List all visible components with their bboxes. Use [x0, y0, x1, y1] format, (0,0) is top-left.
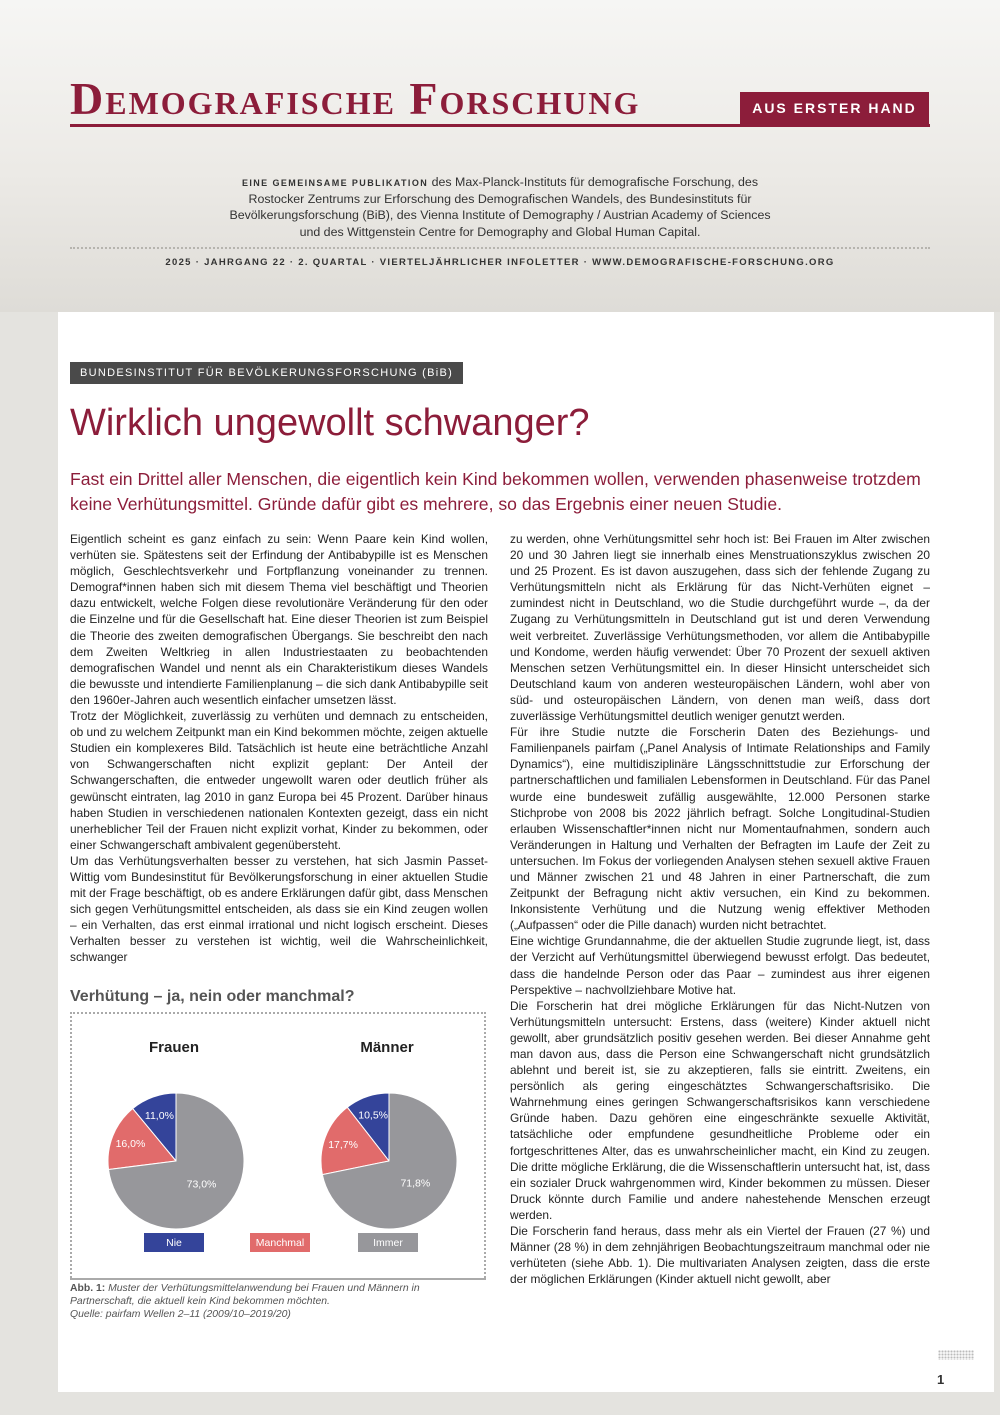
paragraph: Die Forscherin hat drei mögliche Erklärungen für das Nicht-Nutzen von Verhütungsmitteln untersucht: Erstens, dass (weitere) Kinder aktuell nicht gewollt, aber grundsätzlich positiv gesehen werden. Bei dieser Annahme geht man davon aus, dass die Person eine Schwangerschaft nicht grundsätzlich ablehnt und bereit ist, sie zu akzeptieren, falls sie eintritt. Zweitens, ein persönlich als gering eingeschätztes Schwangerschaftsrisiko. Die Wahrnehmung eines geringen Schwangerschaftsrisikos kann verschiedene Gründe haben. Dazu gehören eine eingeschränkte sexuelle Aktivität, tatsächliche oder empfundene gesundheitliche Probleme oder ein fortgeschrittenes Alter, das es unwahrscheinlicher macht, ein Kind zu zeugen. Die dritte mögliche Erklärung, die die Wissenschaftlerin untersucht hat, ist, dass ein sozialer Druck wahrgenommen wird, Kinder bekommen zu müssen. Dieser Druck könnte durch Familie und andere nahestehende Menschen erzeugt werden. — [510, 998, 930, 1222]
figure-bottom-rule — [70, 1278, 486, 1280]
pie-label-manchmal: 16,0% — [115, 1137, 146, 1150]
pie-title-maenner: Männer — [360, 1039, 414, 1056]
paragraph: Eigentlich scheint es ganz einfach zu sein: Wenn Paare kein Kind wollen, verhüten sie. Spätestens seit der Erfindung der Antibabypille ist es Menschen möglich, Geschlechtsverkehr und Fortpflanzung voneinander zu trennen. Demograf*innen haben sich mit diesem Thema viel beschäftigt und Theorien dazu entwickelt, welche Folgen diese revolutionäre Veränderung für den oder die Einzelne und für die Gesellschaft hat. Eine dieser Theorien ist zum Beispiel die Theorie des zweiten demografischen Übergangs. Sie beschreibt den nach dem Zweiten Weltkrieg in allen Industriestaaten zu beobachtenden demografischen Wandel und nennt als ein Charakteristikum dieses Wandels die bewusste und intendierte Familienplanung – die sich dank Antibabypille seit den 1960er-Jahren auch wesentlich einfacher umsetzen lässt. — [70, 532, 488, 707]
figure-title: Verhütung – ja, nein oder manchmal? — [70, 988, 355, 1005]
legend-nie: Nie — [144, 1233, 204, 1252]
pie-frauen — [108, 1093, 244, 1229]
paragraph: Die Forscherin fand heraus, dass mehr als ein Viertel der Frauen (27 %) und Männer (28 %) in dem zehnjährigen Beobachtungszeitraum manchmal oder nie verhüteten (siehe Abb. 1). Die multivariaten Analysen zeigten, dass die erste der möglichen Erklärungen (Kinder aktuell nicht gewollt, aber — [510, 1224, 930, 1287]
legend-immer: Immer — [358, 1233, 418, 1252]
article-column-right — [510, 531, 930, 1287]
paragraph: zu werden, ohne Verhütungsmittel sehr hoch ist: Bei Frauen im Alter zwischen 20 und 30 Jahren liegt sie innerhalb eines Menstruationszyklus zwischen 20 und 25 Prozent. Es ist davon auszugehen, dass sich der fehlende Zugang zu Verhütungsmitteln nicht als Erklärung für das Nicht-Verhüten eignet – zumindest nicht in Deutschland, wo die Studie durchgeführt wurde –, da der Zugang zu Verhütungsmitteln in Deutschland gut ist und deren Verwendung weit verbreitet. Zuverlässige Verhütungsmethoden, vor allem die Antibabypille und Kondome, werden häufig verwendet: Über 70 Prozent der sexuell aktiven Menschen setzen Verhütungsmittel ein. In dieser Hinsicht unterscheidet sich Deutschland kaum von anderen westeuropäischen Ländern, wohl aber von süd- und osteuropäischen Ländern, von denen man weiß, dass dort zuverlässige Verhütungsmittel deutlich weniger genutzt werden. — [510, 532, 930, 724]
masthead-divider — [70, 247, 930, 249]
caption-source: Quelle: pairfam Wellen 2–11 (2009/10–2019/20) — [70, 1309, 291, 1320]
caption-text: Muster der Verhütungsmittelanwendung bei Frauen und Männern in Partnerschaft, die aktuell kein Kind bekommen möchten. — [70, 1283, 420, 1307]
page-number: 1 — [937, 1372, 945, 1387]
issue-line: 2025 · JAHRGANG 22 · 2. QUARTAL · VIERTELJÄHRLICHER INFOLETTER · WWW.DEMOGRAFISCHE-FORSCHUNG.ORG — [165, 257, 835, 268]
article-column-left — [70, 531, 488, 966]
paragraph: Trotz der Möglichkeit, zuverlässig zu verhüten und demnach zu entscheiden, ob und zu welchem Zeitpunkt man ein Kind bekommen möchte, zeigen aktuelle Studien ein komplexeres Bild. Tatsächlich ist heute eine beträchtliche Anzahl von Schwangerschaften nicht explizit geplant: Der Anteil der Schwangerschaften, die entweder ungewollt waren oder deutlich früher als gewünscht eintraten, lag 2010 in ganz Europa bei 45 Prozent. Darüber hinaus haben Studien in verschiedenen nationalen Kontexten gezeigt, dass ein nicht unerheblicher Teil der Frauen nicht explizit vorhat, Kinder zu bekommen, oder einer Schwangerschaft ambivalent gegenübersteht. — [70, 709, 488, 852]
article-lead: Fast ein Drittel aller Menschen, die eigentlich kein Kind bekommen wollen, verwenden phasenweise trotzdem keine Verhütungsmittel. Gründe dafür gibt es mehrere, so das Ergebnis einer neuen Studie. — [70, 469, 921, 514]
pie-label-manchmal: 17,7% — [328, 1138, 358, 1151]
pie-title-frauen: Frauen — [148, 1039, 200, 1056]
pie-maenner — [321, 1093, 457, 1229]
department-label: BUNDESINSTITUT FÜR BEVÖLKERUNGSFORSCHUNG (BiB) — [70, 362, 463, 384]
article-headline: Wirklich ungewollt schwanger? — [70, 402, 590, 444]
intro-caps: EINE GEMEINSAME PUBLIKATION — [241, 178, 429, 188]
pie-label-nie: 10,5% — [358, 1109, 389, 1122]
pie-label-nie: 11,0% — [144, 1109, 174, 1122]
legend-manchmal: Manchmal — [250, 1233, 310, 1252]
intro-text: des Max-Planck-Instituts für demografische Forschung, des Rostocker Zentrums zur Erforschung des Demografischen Wandels, des Bundesinstituts für Bevölkerungsforschung (BiB), des Vienna Institute of Demography / Austrian Academy of Sciences und des Wittgenstein Centre for Demography and Global Human Capital. — [229, 175, 771, 239]
pie-label-immer: 73,0% — [186, 1178, 217, 1191]
masthead-badge: AUS ERSTER HAND — [740, 92, 929, 124]
publication-intro — [220, 174, 780, 240]
page-dots-decoration — [938, 1350, 974, 1360]
figure-caption — [70, 1282, 486, 1321]
masthead-rule — [70, 124, 930, 127]
pie-label-immer: 71,8% — [400, 1177, 431, 1190]
paragraph: Um das Verhütungsverhalten besser zu verstehen, hat sich Jasmin Passet-Wittig vom Bundesinstitut für Bevölkerungsforschung in einer aktuellen Studie mit der Frage beschäftigt, ob es andere Erklärungen dafür gibt, dass Menschen sich gegen Verhütungsmittel entscheiden, als dass sie ein Kind zeugen wollen – ein Verhalten, das erst einmal irrational und nicht logisch erscheint. Dieses Verhalten besser zu verstehen ist wichtig, weil die Wahrscheinlichkeit, schwanger — [70, 853, 488, 965]
caption-label: Abb. 1: — [70, 1283, 106, 1294]
publication-title: Demografische Forschung — [70, 73, 641, 124]
paragraph: Für ihre Studie nutzte die Forscherin Daten des Beziehungs- und Familienpanels pairfam („Panel Analysis of Intimate Relationships and Family Dynamics“), eine multidisziplinäre Längsschnittstudie zur Erforschung der partnerschaftlichen und familialen Lebensformen in Deutschland. Für das Panel wurde eine bundesweit zufällig ausgewählte, 12.000 Personen starke Stichprobe von 2008 bis 2022 jährlich befragt. Solche Longitudinal-Studien erlauben Wissenschaftler*innen nicht nur Momentaufnahmen, sondern auch Veränderungen in Haltung und Verhalten der Befragten im Laufe der Zeit zu untersuchen. Im Fokus der vorliegenden Analysen stehen sexuell aktive Frauen und Männer zwischen 21 und 48 Jahren in einer Partnerschaft, die zum Zeitpunkt der Befragung nicht aktiv versuchen, ein Kind zu bekommen. Inkonsistente Verhütung und die Nutzung wenig effektiver Methoden („Aufpassen“ oder die Pille danach) wurden nicht betrachtet. — [510, 725, 930, 933]
paragraph: Eine wichtige Grundannahme, die der aktuellen Studie zugrunde liegt, ist, dass der Verzicht auf Verhütungsmittel überwiegend bewusst erfolgt. Das bedeutet, dass die handelnde Person oder das Paar – zumindest aus ihrer eigenen Perspektive – nachvollziehbare Motive hat. — [510, 934, 930, 997]
